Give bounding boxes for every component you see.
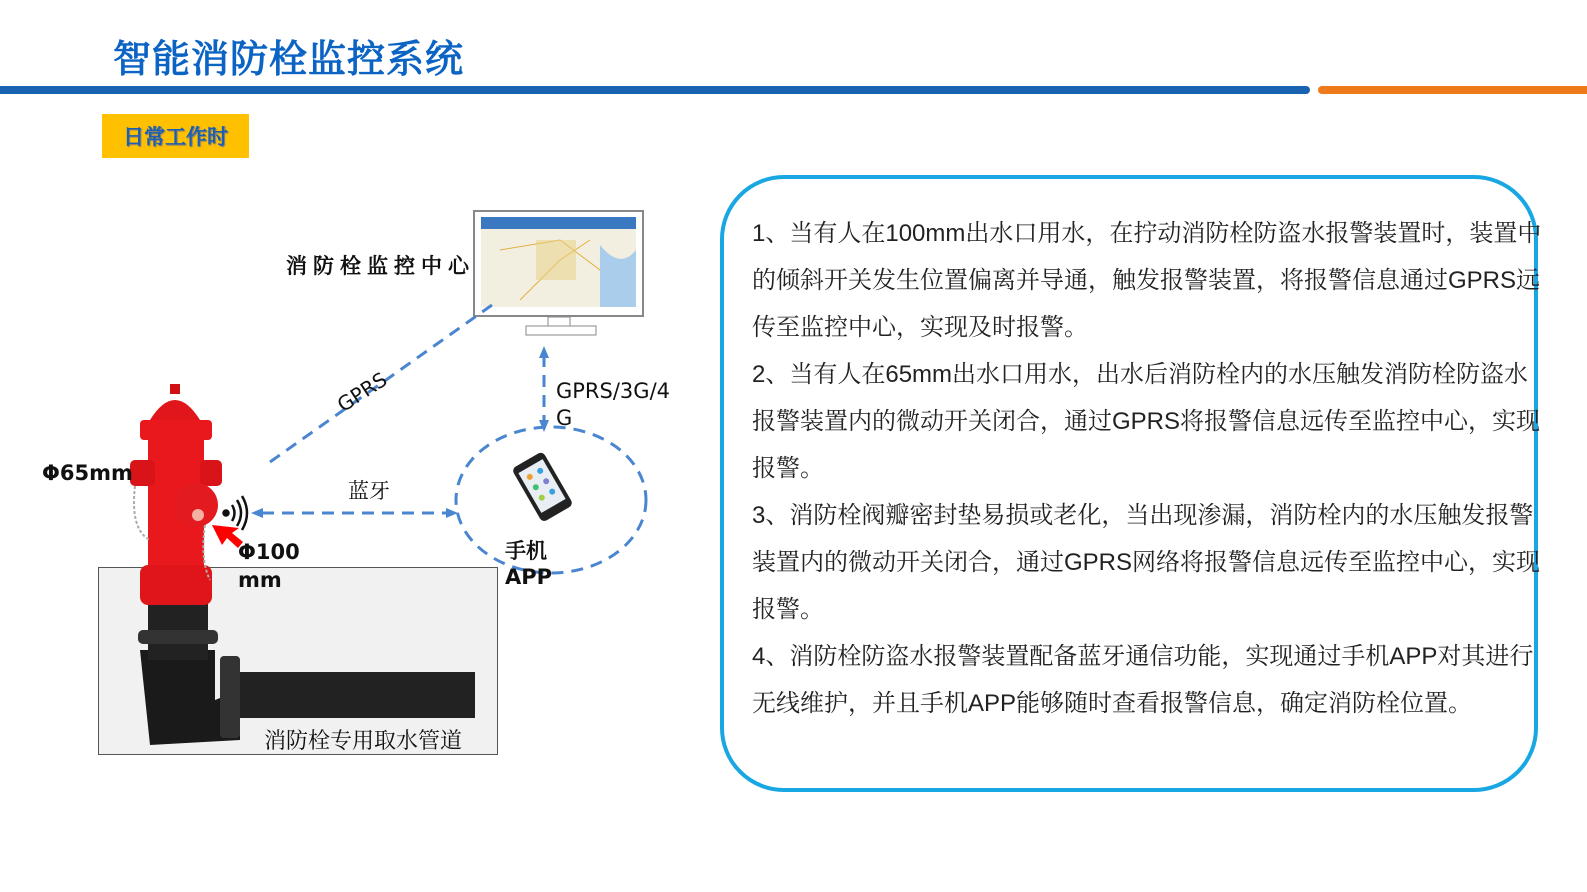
monitor-icon	[474, 211, 643, 335]
title-divider-orange	[1318, 86, 1587, 94]
page-title: 智能消防栓监控系统	[113, 37, 465, 81]
arrow-up	[539, 346, 549, 358]
description-item: 4、消防栓防盗水报警装置配备蓝牙通信功能，实现通过手机APP对其进行无线维护，并且手机APP能够随时查看报警信息，确定消防栓位置。	[752, 643, 1534, 717]
arrow-right	[446, 508, 458, 518]
outlet-65-label: Φ65mm	[42, 461, 133, 485]
arrow-left	[251, 508, 263, 518]
gprs-3g4g-label: GPRS/3G/4G	[556, 379, 671, 430]
app-label: APP	[505, 565, 553, 589]
system-diagram	[0, 0, 720, 892]
description-item: 1、当有人在100mm出水口用水，在拧动消防栓防盗水报警装置时，装置中的倾斜开关发生位置偏离并导通，触发报警装置，将报警信息通过GPRS远传至监控中心，实现及时报警。	[752, 220, 1542, 341]
phone-icon	[511, 451, 573, 523]
description-item: 2、当有人在65mm出水口用水，出水后消防栓内的水压触发消防栓防盗水报警装置内的微动开关闭合，通过GPRS将报警信息远传至监控中心，实现报警。	[752, 361, 1541, 482]
outlet-100-label: Φ100mm	[238, 540, 300, 592]
gprs-label: GPRS	[332, 367, 392, 417]
description-item: 3、消防栓阀瓣密封垫易损或老化，当出现渗漏，消防栓内的水压触发报警装置内的微动开关闭合，通过GPRS网络将报警信息远传至监控中心，实现报警。	[752, 502, 1541, 623]
description-list	[752, 210, 1542, 727]
bluetooth-label: 蓝牙	[348, 479, 390, 503]
phone-label: 手机	[505, 539, 547, 563]
phone-app-label	[505, 538, 552, 590]
signal-icon	[224, 496, 248, 530]
section-badge: 日常工作时	[102, 114, 249, 158]
monitor-center-label: 消防栓监控中心	[286, 254, 475, 278]
pipe-label: 消防栓专用取水管道	[264, 729, 463, 754]
